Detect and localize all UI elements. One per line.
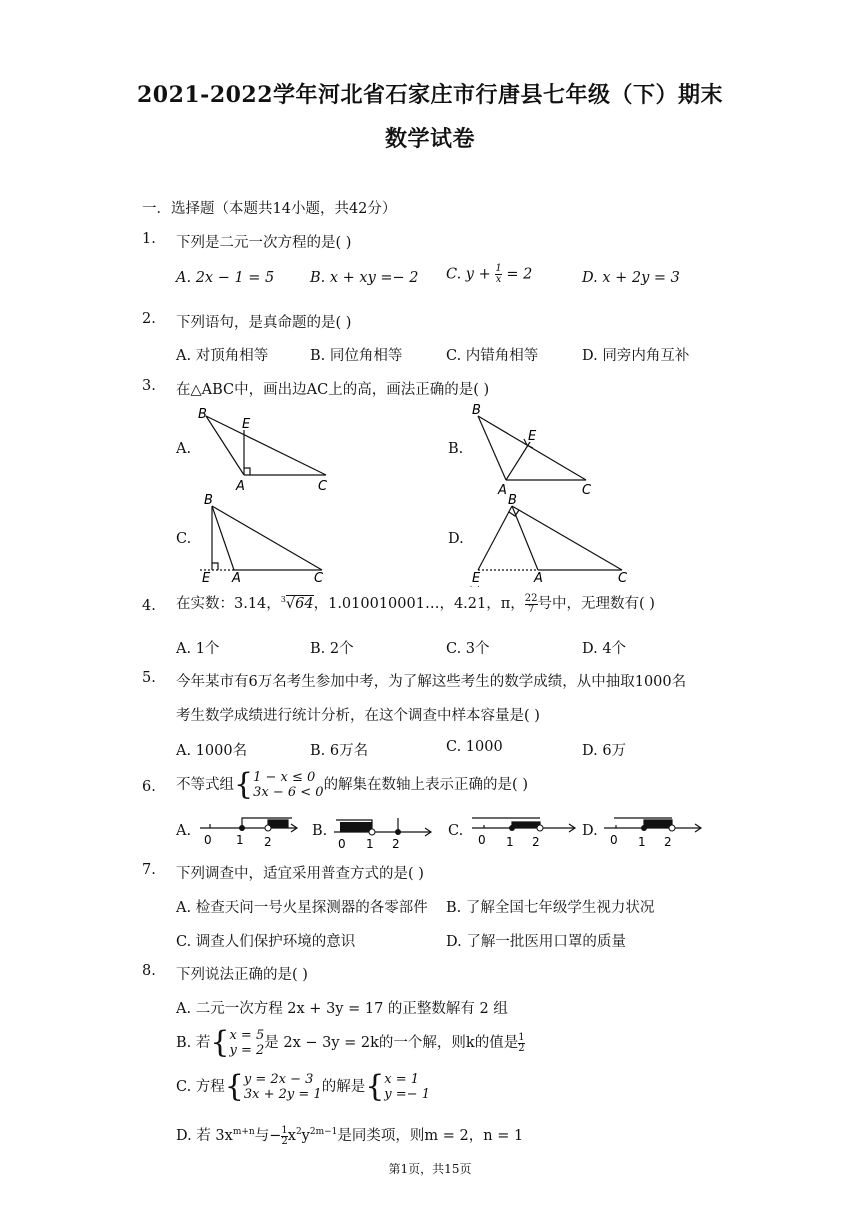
q3-label-a: A. — [176, 441, 192, 457]
q5-option-d: D. 6万 — [582, 743, 627, 759]
q4-option-d: D. 4个 — [582, 641, 627, 657]
q1-option-b: B. x + xy =− 2 — [310, 270, 419, 286]
q8d-sup2: 2 — [295, 1127, 302, 1138]
q3a-B: B — [198, 407, 207, 422]
q3a-C: C — [318, 479, 328, 494]
q1-c-post: = 2 — [506, 266, 533, 283]
q6b-t0: 0 — [338, 837, 346, 850]
q6a-t2: 2 — [264, 835, 272, 849]
q1-option-a: A. 2x − 1 = 5 — [176, 270, 275, 286]
q8b-eq2: y = 2 — [229, 1043, 265, 1058]
q6a-t1: 1 — [236, 833, 244, 847]
page-footer: 第1页，共15页 — [388, 1162, 472, 1176]
q6-ineq1: 1 − x ≤ 0 — [253, 770, 316, 785]
q8c-s1: x = 1 — [384, 1072, 420, 1087]
q5-line1: 今年某市有6万名考生参加中考，为了解这些考生的数学成绩，从中抽取1000名 — [176, 674, 687, 690]
q7-stem: 下列调查中，适宜采用普查方式的是( ) — [176, 866, 424, 882]
q1-frac-den: x — [495, 274, 502, 285]
q4-frac-num: 22 — [524, 592, 538, 604]
q8c-eq1: y = 2x − 3 — [243, 1072, 314, 1087]
q7-option-b: B. 了解全国七年级学生视力状况 — [446, 900, 655, 916]
q6-system — [253, 770, 323, 800]
q3-label-c: C. — [176, 531, 192, 547]
q3c-E: E — [202, 571, 211, 586]
q6d-t0: 0 — [610, 833, 618, 847]
q8d-fd: 2 — [281, 1135, 288, 1147]
q4-radicand: 64 — [295, 596, 314, 612]
q3b-B: B — [472, 403, 481, 418]
q4-root: √64 — [285, 596, 314, 612]
q4-stem-mid: ，1.010010001…，4. — [313, 596, 468, 612]
q7-option-a: A. 检查天问一号火星探测器的各零部件 — [176, 900, 428, 916]
q1-option-c — [446, 264, 532, 285]
q6-label-c: C. — [448, 823, 464, 839]
q4-root-index: 3 — [280, 595, 286, 605]
q8d-pre: D. 若 3x — [176, 1128, 233, 1144]
q3c-B: B — [204, 493, 213, 508]
q5-option-a: A. 1000名 — [176, 743, 248, 759]
q4-stem-post: 号中，无理数有( ) — [537, 596, 655, 612]
q8b-fd: 2 — [518, 1042, 525, 1054]
section-heading: 一．选择题（本题共14小题，共42分） — [142, 201, 397, 217]
q1-number: 1. — [142, 231, 156, 247]
q3a-E: E — [242, 417, 251, 432]
q8c-system — [244, 1072, 322, 1102]
q6-number: 6. — [142, 779, 156, 795]
q3d-C: C — [618, 571, 628, 586]
q3-figure-c — [196, 490, 336, 586]
q3-figure-a — [196, 402, 336, 496]
q5-option-b: B. 6万名 — [310, 743, 369, 759]
q8-number: 8. — [142, 963, 156, 979]
q8d-y: y — [301, 1128, 310, 1144]
q8b-pre: B. 若 — [176, 1035, 211, 1051]
q8d-sup1: m+n — [232, 1127, 255, 1138]
q3-number: 3. — [142, 378, 156, 394]
q4-stem-pi: ，π， — [486, 596, 525, 612]
q3-figure-d — [468, 490, 638, 586]
q7-option-d: D. 了解一批医用口罩的质量 — [446, 934, 626, 950]
q2-option-b: B. 同位角相等 — [310, 348, 403, 364]
q4-number: 4. — [142, 598, 156, 614]
q3d-E: E — [472, 571, 481, 586]
q4-stem-pre: 在实数：3.14， — [176, 596, 281, 612]
q6-label-b: B. — [312, 823, 328, 839]
q3b-E: E — [528, 429, 537, 444]
q1-c-pre: C. y + — [446, 266, 491, 283]
q6-numberline-b — [330, 810, 440, 850]
q4-frac-den: 7 — [525, 604, 538, 615]
q3c-A: A — [232, 571, 241, 586]
q3d-A: A — [534, 571, 543, 586]
q3b-A: A — [498, 483, 507, 498]
q3-figure-b — [468, 400, 608, 498]
q4-option-c: C. 3个 — [446, 641, 490, 657]
q6-ineq2: 3x − 6 < 0 — [253, 785, 324, 800]
q8b-eq1: x = 5 — [229, 1028, 265, 1043]
q8c-eq2: 3x + 2y = 1 — [243, 1087, 322, 1102]
q2-option-c: C. 内错角相等 — [446, 348, 539, 364]
q6d-t2: 2 — [664, 835, 672, 849]
q8b-post: 是 2x − 3y = 2k的一个解，则k的值是 — [264, 1035, 519, 1051]
q3-label-b: B. — [448, 441, 464, 457]
q1-option-d: D. x + 2y = 3 — [582, 270, 680, 286]
q2-option-d: D. 同旁内角互补 — [582, 348, 690, 364]
q8b-fraction — [518, 1033, 524, 1054]
q1-c-fraction — [495, 264, 501, 285]
q8b-fn: 1 — [518, 1031, 525, 1043]
q3a-A: A — [236, 479, 245, 494]
q1-frac-num: 1 — [495, 263, 502, 274]
q4-option-b: B. 2个 — [310, 641, 354, 657]
q7-number: 7. — [142, 862, 156, 878]
q4-fraction — [525, 594, 538, 615]
q6c-t0: 0 — [478, 833, 486, 847]
q8c-solution — [384, 1072, 430, 1102]
q2-number: 2. — [142, 311, 156, 327]
q4-stem — [176, 586, 655, 615]
page-title: 2021-2022学年河北省石家庄市行唐县七年级（下）期末 — [136, 82, 724, 108]
q6c-t1: 1 — [506, 835, 514, 849]
q8b-system — [229, 1028, 264, 1058]
page-subtitle: 数学试卷 — [384, 126, 475, 152]
q2-option-a: A. 对顶角相等 — [176, 348, 269, 364]
q4-rep-digits: 21 — [467, 596, 487, 612]
q6-numberline-c — [468, 808, 580, 850]
q8d-x: x — [287, 1128, 296, 1144]
q6b-t2: 2 — [392, 837, 400, 850]
q8c-pre: C. 方程 — [176, 1079, 225, 1095]
q8d-post: 是同类项，则m = 2，n = 1 — [337, 1128, 524, 1144]
q8-option-c: C. 方程{ y = 2x − 3 3x + 2y = 1 的解是{ x = 1 y =− 1 — [176, 1069, 430, 1104]
q8c-mid: 的解是 — [321, 1079, 366, 1095]
q2-stem: 下列语句，是真命题的是( ) — [176, 315, 352, 331]
q4-option-a: A. 1个 — [176, 641, 220, 657]
q6d-t1: 1 — [638, 835, 646, 849]
q6a-t0: 0 — [204, 833, 212, 847]
q6-post: 的解集在数轴上表示正确的是( ) — [323, 777, 528, 793]
q8-option-a: A. 二元一次方程 2x + 3y = 17 的正整数解有 2 组 — [176, 1001, 508, 1017]
q3-label-d: D. — [448, 531, 464, 547]
q5-line2: 考生数学成绩进行统计分析，在这个调查中样本容量是( ) — [176, 708, 540, 724]
q6-label-a: A. — [176, 823, 192, 839]
q8d-sup3: 2m−1 — [309, 1127, 338, 1138]
q6-pre: 不等式组 — [176, 777, 234, 793]
q6c-t2: 2 — [532, 835, 540, 849]
q6-stem: 不等式组{ 1 − x ≤ 0 3x − 6 < 0 的解集在数轴上表示正确的是( ) — [176, 767, 528, 802]
q6-label-d: D. — [582, 823, 598, 839]
q3-stem: 在△ABC中，画出边AC上的高，画法正确的是( ) — [176, 382, 490, 398]
q6b-t1: 1 — [366, 837, 374, 850]
q7-option-c: C. 调查人们保护环境的意识 — [176, 934, 356, 950]
q5-option-c: C. 1000 — [446, 739, 503, 755]
q6-numberline-d — [600, 808, 706, 850]
q8-option-d — [176, 1124, 523, 1147]
q4-repeating: ˙ ˙ 21 — [467, 586, 487, 612]
q8-option-b: B. 若{ x = 5 y = 2 是 2x − 3y = 2k的一个解，则k的值是 $\frac{1}{2}$ — [176, 1025, 525, 1060]
q8d-mid: 与− — [254, 1128, 282, 1144]
q8c-s2: y =− 1 — [384, 1087, 430, 1102]
q5-number: 5. — [142, 670, 156, 686]
q3c-C: C — [314, 571, 324, 586]
q3d-B: B — [508, 493, 517, 508]
q8-stem: 下列说法正确的是( ) — [176, 967, 308, 983]
q3b-C: C — [582, 483, 592, 498]
q6-numberline-a — [196, 810, 306, 850]
q8d-fn: 1 — [281, 1124, 288, 1136]
q1-stem: 下列是二元一次方程的是( ) — [176, 235, 352, 251]
